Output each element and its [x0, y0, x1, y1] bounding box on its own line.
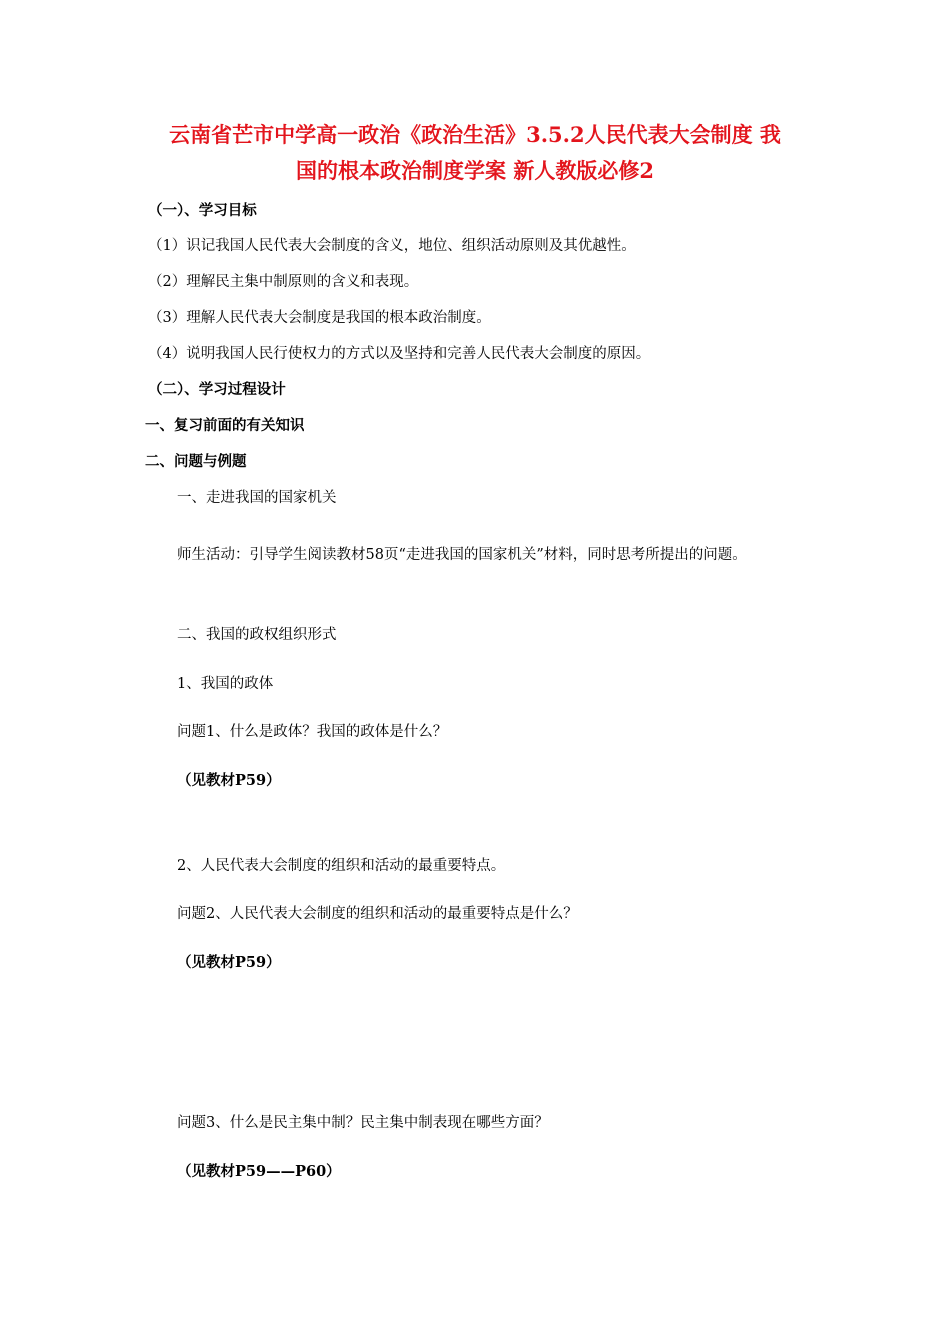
objective-1: （1）识记我国人民代表大会制度的含义，地位、组织活动原则及其优越性。 [148, 238, 636, 254]
objective-2: （2）理解民主集中制原则的含义和表现。 [148, 274, 419, 290]
section2-heading: （二）、学习过程设计 [148, 381, 286, 398]
document-title [120, 117, 830, 189]
objective-4: （4）说明我国人民行使权力的方式以及坚持和完善人民代表大会制度的原因。 [148, 346, 651, 362]
subsection-2: 二、我国的政权组织形式 [177, 627, 337, 643]
subsection-1: 一、走进我国的国家机关 [177, 490, 337, 506]
reference-2: （见教材P59） [177, 954, 281, 971]
question-1: 问题1、什么是政体？我国的政体是什么？ [177, 724, 448, 740]
part2-heading: 二、问题与例题 [145, 453, 247, 470]
point-1: 1、我国的政体 [177, 676, 274, 692]
activity-paragraph: 师生活动：引导学生阅读教材58页“走进我国的国家机关”材料，同时思考所提出的问题。 [177, 547, 747, 563]
section1-heading: （一）、学习目标 [148, 202, 257, 219]
title-line-1: 云南省芒市中学高一政治《政治生活》3.5.2人民代表大会制度 我 [169, 122, 781, 147]
point-2: 2、人民代表大会制度的组织和活动的最重要特点。 [177, 858, 506, 874]
question-3: 问题3、什么是民主集中制？民主集中制表现在哪些方面？ [177, 1115, 549, 1131]
reference-1: （见教材P59） [177, 772, 281, 789]
reference-3: （见教材P59——P60） [177, 1163, 341, 1180]
objective-3: （3）理解人民代表大会制度是我国的根本政治制度。 [148, 310, 491, 326]
question-2: 问题2、人民代表大会制度的组织和活动的最重要特点是什么？ [177, 906, 578, 922]
part1-heading: 一、复习前面的有关知识 [145, 417, 305, 434]
title-line-2: 国的根本政治制度学案 新人教版必修2 [296, 158, 654, 183]
